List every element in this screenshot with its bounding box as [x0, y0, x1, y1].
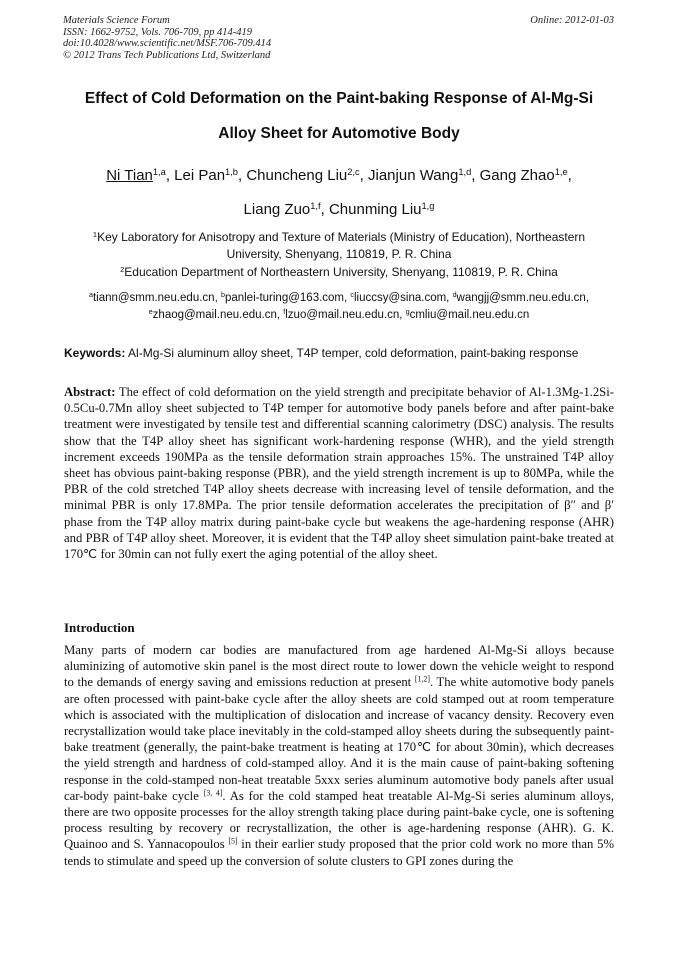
author-name: Ni Tian	[106, 167, 153, 184]
issn-line: ISSN: 1662-9752, Vols. 706-709, pp 414-419	[63, 26, 252, 38]
email-entry[interactable]	[221, 292, 344, 304]
keywords-text: Al-Mg-Si aluminum alloy sheet, T4P temper, cold deformation, paint-baking response	[128, 346, 579, 360]
email-address[interactable]: zhaog@mail.neu.edu.cn	[152, 309, 277, 321]
email-mark: b	[220, 291, 225, 300]
author-separator: ,	[567, 167, 572, 184]
email-separator: ,	[276, 309, 284, 321]
intro-text: . As for the cold stamped heat treatable Al-Mg-Si series aluminum alloys, there are two opposite processes for the alloy strength taking place during paint-bake cycle, one is softening process resulting by recovery or recrystallization, the other is age-hardening response (AHR). G. K. Quainoo and S. Yannacopoulos	[64, 788, 615, 852]
email-separator: ,	[399, 309, 406, 321]
keywords-label: Keywords:	[64, 346, 126, 360]
email-mark: d	[452, 291, 457, 300]
email-entry[interactable]	[453, 292, 586, 304]
affiliation-1	[40, 229, 638, 263]
author-affil-mark: 1,d	[458, 166, 472, 177]
affil-text: Education Department of Northeastern University, Shenyang, 110819, P. R. China	[124, 265, 558, 279]
email-mark: f	[283, 308, 286, 317]
email-entry[interactable]	[406, 309, 530, 321]
citation-ref[interactable]: [5]	[228, 836, 238, 846]
email-address[interactable]: tiann@smm.neu.edu.cn	[92, 292, 215, 304]
author-name: Chunming Liu	[328, 201, 422, 218]
keywords-line	[64, 346, 614, 360]
email-address[interactable]: cmliu@mail.neu.edu.cn	[409, 309, 530, 321]
author-affil-mark: 1,g	[421, 200, 435, 211]
email-mark: a	[88, 291, 93, 300]
author-name: Liang Zuo	[243, 201, 311, 218]
author-separator: ,	[320, 201, 329, 218]
author-affil-mark: 1,a	[152, 166, 166, 177]
paper-title-line-1: Effect of Cold Deformation on the Paint-baking Response of Al-Mg-Si	[84, 90, 594, 107]
email-address[interactable]: liuccsy@sina.com	[353, 292, 447, 304]
author-affil-mark: 1,e	[554, 166, 568, 177]
abstract-text: The effect of cold deformation on the yield strength and precipitate behavior of Al-1.3Mg-1.2Si-0.5Cu-0.7Mn alloy sheet subjected to T4P temper for automotive body panels before and after paint-bake treatment were investigated by tensile test and differential scanning calorimetry (DSC) analysis. The results show that the T4P alloy sheet has significant work-hardening response (WHR), and the yield strength increment exceeds 190MPa as the tensile deformation strain approaches 15%. The unstrained T4P alloy sheet has obvious paint-baking response (PBR), and the yield strength increment is up to 80MPa, while the PBR of the cold stretched T4P alloy sheets decrease with increasing level of tensile deformation, and the minimal PBR is only 17.8MPa. The prior tensile deformation accelerates the precipitation of β″ and β′ phase from the T4P alloy matrix during paint-bake cycle but weakens the age-hardening response (AHR) and PBR of T4P alloy sheet. Moreover, it is evident that the T4P alloy sheet simulation paint-bake treated at 170℃ for 30min can not fully exert the aging potential of the alloy sheet.	[64, 385, 614, 562]
email-separator: ,	[344, 292, 351, 304]
citation-ref[interactable]: [3, 4]	[203, 788, 223, 798]
email-list	[40, 290, 638, 324]
affil-text: Key Laboratory for Anisotropy and Texture of Materials (Ministry of Education), Northeastern	[97, 230, 586, 244]
citation-ref[interactable]: [1,2]	[414, 674, 430, 684]
journal-header	[63, 15, 271, 61]
author-list-line-2	[40, 201, 638, 218]
intro-text: Many parts of modern car bodies are manufactured from age hardened Al-Mg-Si alloys because aluminizing of automotive skin panel is the most direct route to lower down the vehicle weight to respond to the demands of energy saving and emissions reduction at present	[64, 643, 614, 690]
author-affil-mark: 1,b	[225, 166, 238, 177]
email-mark: g	[405, 308, 410, 317]
email-address[interactable]: wangjj@smm.neu.edu.cn	[456, 292, 586, 304]
email-separator: ,	[585, 292, 590, 304]
author-separator: ,	[359, 167, 368, 184]
affiliation-2	[40, 264, 638, 281]
author-name: Gang Zhao	[479, 167, 555, 184]
author-affil-mark: 1,f	[310, 200, 321, 211]
paper-title-line-2: Alloy Sheet for Automotive Body	[218, 125, 460, 142]
affil-text-cont: University, Shenyang, 110819, P. R. China	[226, 247, 452, 261]
email-separator: ,	[446, 292, 453, 304]
abstract-paragraph	[64, 384, 614, 562]
copyright-line: © 2012 Trans Tech Publications Ltd, Switzerland	[63, 49, 271, 61]
intro-text: in their earlier study proposed that the prior cold work no more than 5% tends to stimulate and speed up the conversion of solute clusters to GPI zones during the	[64, 837, 615, 868]
email-entry[interactable]	[350, 292, 446, 304]
author-name: Jianjun Wang	[368, 167, 459, 184]
online-date: Online: 2012-01-03	[530, 15, 614, 26]
introduction-paragraph	[64, 642, 614, 869]
affil-mark: 1	[92, 229, 98, 239]
affil-mark: 2	[120, 264, 125, 274]
email-address[interactable]: panlei-turing@163.com	[224, 292, 345, 304]
email-mark: e	[148, 308, 153, 317]
journal-name: Materials Science Forum	[63, 15, 170, 26]
author-affil-mark: 2,c	[347, 166, 360, 177]
doi-line[interactable]: doi:10.4028/www.scientific.net/MSF.706-709.414	[63, 38, 272, 49]
author-name: Chuncheng Liu	[246, 167, 348, 184]
email-entry[interactable]	[283, 309, 399, 321]
author-list-line-1	[40, 167, 638, 184]
abstract-label: Abstract:	[64, 385, 116, 399]
email-separator: ,	[214, 292, 221, 304]
email-entry[interactable]	[89, 292, 215, 304]
author-name: Lei Pan	[174, 167, 226, 184]
author-separator: ,	[165, 167, 175, 184]
intro-text: . The white automotive body panels are often processed with paint-bake cycle after the alloy sheets are cold stamped out at room temperature which is associated with the multiplication of dislocation and increase of vacancy density. Recovery even recrystallization would take place inevitably in the cold-stamped alloy sheets during the subsequently paint-bake treatment (generally, the paint-bake treatment is heating at 170℃ for about 30min), which decreases the yield strength and hardness of cold-stamped alloy. And it is the main cause of paint-baking softening response in the cold-stamped non-heat treatable 5xxx series aluminum automotive body panels after usual car-body paint-bake cycle	[64, 675, 614, 803]
author-separator: ,	[471, 167, 480, 184]
email-address[interactable]: lzuo@mail.neu.edu.cn	[285, 309, 400, 321]
email-entry[interactable]	[149, 309, 277, 321]
email-mark: c	[350, 291, 354, 300]
introduction-heading: Introduction	[64, 620, 135, 635]
author-separator: ,	[237, 167, 247, 184]
